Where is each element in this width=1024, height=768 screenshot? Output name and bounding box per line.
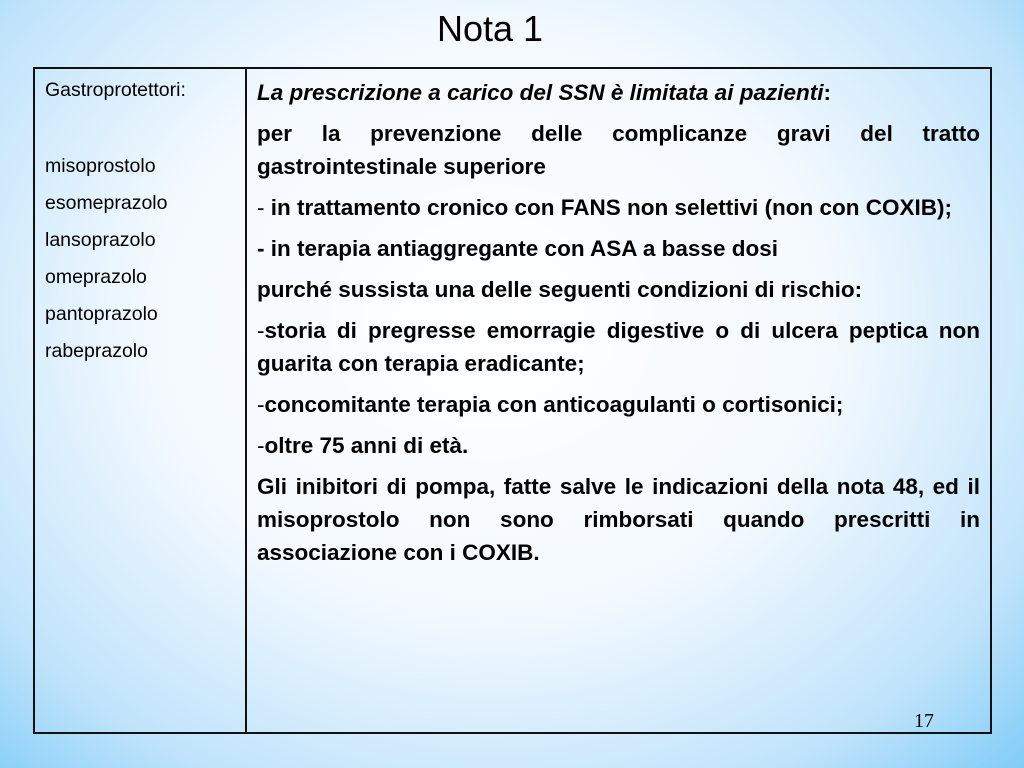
drug-item: lansoprazolo bbox=[45, 229, 156, 251]
rule-text: concomitante terapia con anticoagulanti o cortisonici; bbox=[264, 392, 844, 417]
drug-item: esomeprazolo bbox=[45, 192, 168, 214]
slide-title: Nota 1 bbox=[436, 8, 544, 49]
rule-paragraph bbox=[257, 117, 980, 183]
intro-paragraph bbox=[257, 76, 980, 109]
dash-prefix: - bbox=[257, 392, 265, 417]
dash-prefix: - bbox=[257, 433, 265, 458]
dash-prefix: - bbox=[257, 318, 265, 343]
rule-text: oltre 75 anni di età. bbox=[264, 433, 469, 458]
drug-item: pantoprazolo bbox=[45, 303, 158, 325]
intro-colon: : bbox=[823, 80, 831, 105]
rule-text: - in terapia antiaggregante con ASA a basse dosi bbox=[257, 236, 778, 261]
drug-item: rabeprazolo bbox=[45, 340, 148, 362]
rule-paragraph bbox=[257, 429, 980, 462]
rule-paragraph bbox=[257, 191, 980, 224]
rule-text: per la prevenzione delle complicanze gravi del tratto gastrointestinale superiore bbox=[257, 121, 980, 179]
drug-list-heading: Gastroprotettori: bbox=[45, 79, 186, 101]
rule-paragraph bbox=[257, 470, 980, 569]
rule-text: storia di pregresse emorragie digestive o di ulcera peptica non guarita con terapia eradicante; bbox=[257, 318, 980, 376]
nota-table bbox=[33, 67, 992, 734]
rule-paragraph bbox=[257, 388, 980, 421]
dash-prefix: - bbox=[257, 195, 271, 220]
rule-text: Gli inibitori di pompa, fatte salve le indicazioni della nota 48, ed il misoprostolo non sono rimborsati quando prescritti in associazione con i COXIB. bbox=[257, 474, 980, 565]
intro-text: La prescrizione a carico del SSN è limitata ai pazienti bbox=[257, 80, 824, 105]
rule-paragraph bbox=[257, 273, 980, 306]
rule-text: in trattamento cronico con FANS non selettivi (non con COXIB); bbox=[270, 195, 953, 220]
rule-paragraph bbox=[257, 314, 980, 380]
rule-paragraph bbox=[257, 232, 980, 265]
drug-list-column bbox=[35, 69, 247, 732]
page-number: 17 bbox=[914, 710, 934, 732]
drug-item: omeprazolo bbox=[45, 266, 147, 288]
drug-item: misoprostolo bbox=[45, 155, 156, 177]
prescription-rules-column bbox=[247, 69, 990, 732]
rule-text: purché sussista una delle seguenti condizioni di rischio: bbox=[257, 277, 863, 302]
